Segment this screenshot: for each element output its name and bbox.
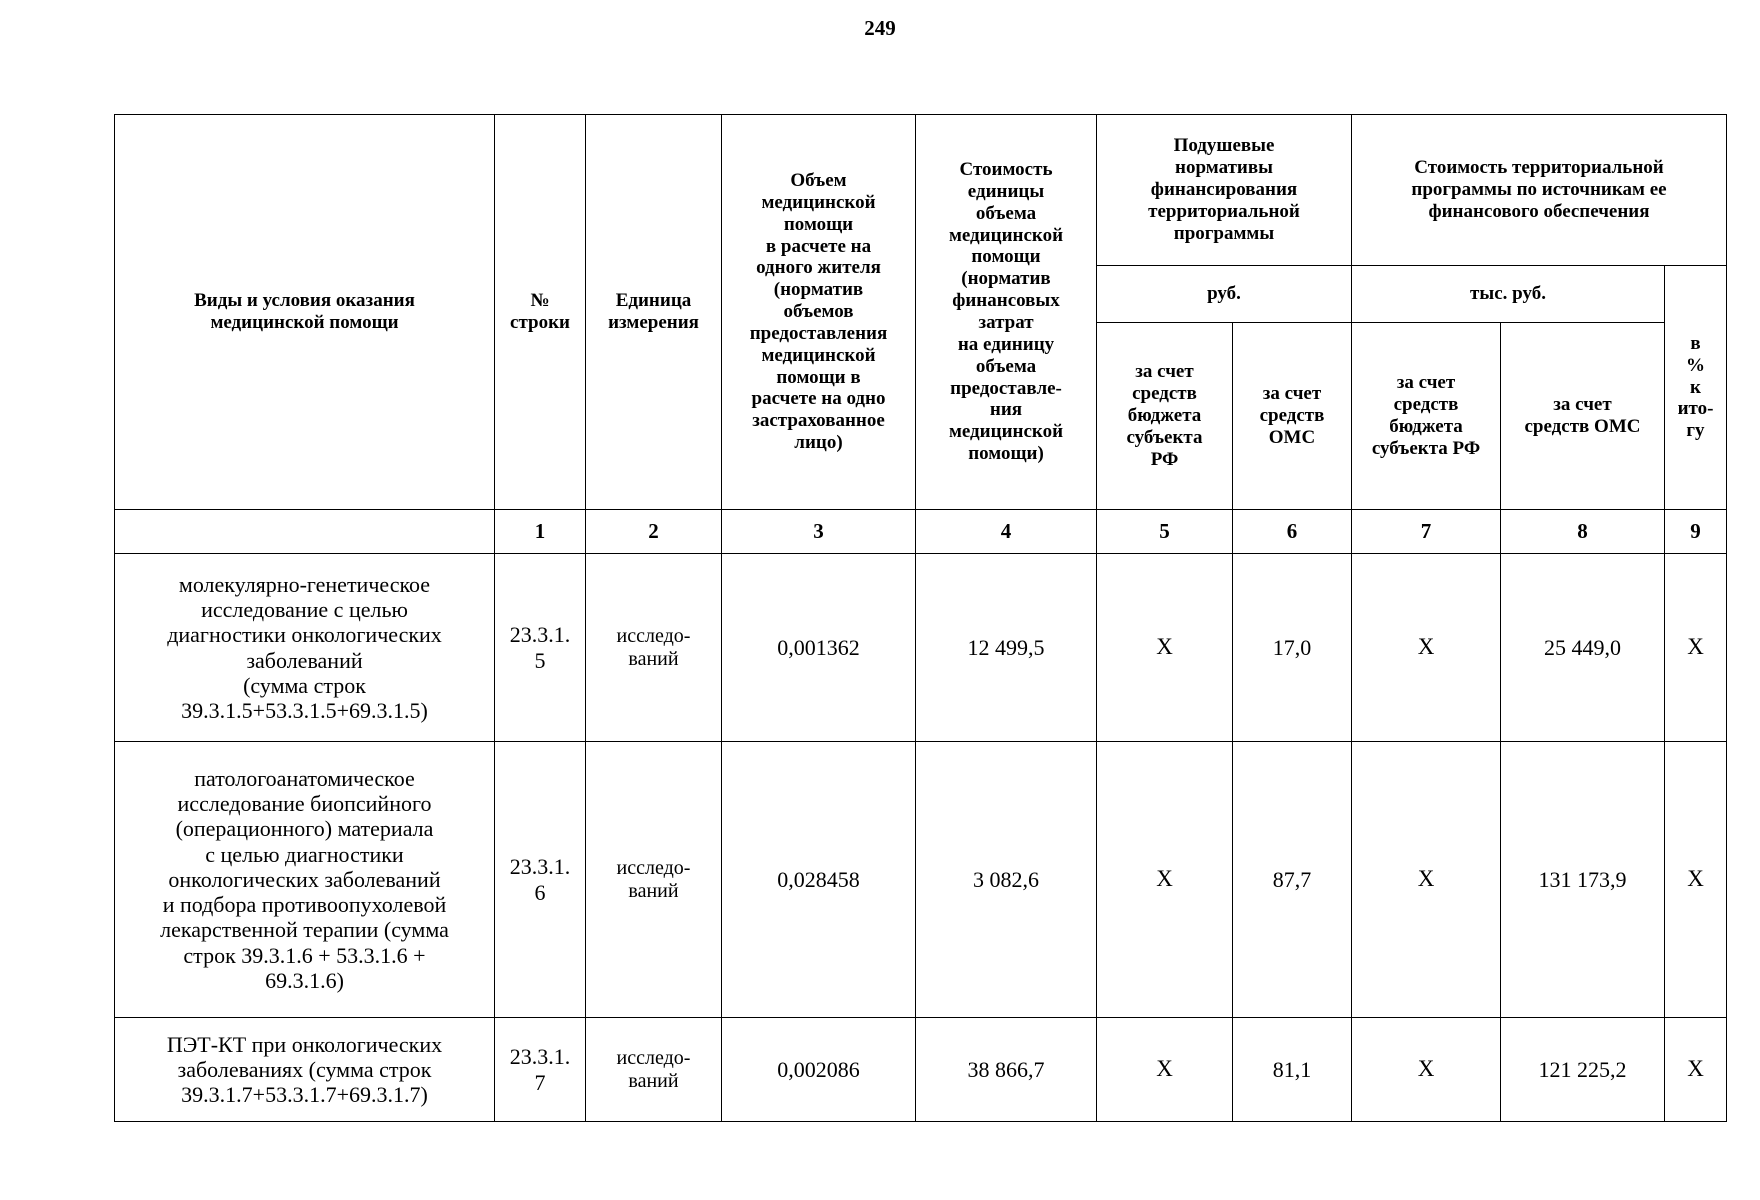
column-number: 1 (495, 510, 586, 554)
row-per-capita-budget: Х (1097, 1018, 1233, 1122)
header-per-capita: Подушевые нормативы финансирования территориальной программы (1097, 115, 1352, 266)
header-cost-oms: за счет средств ОМС (1501, 323, 1665, 510)
row-per-capita-oms: 81,1 (1233, 1018, 1352, 1122)
row-volume: 0,001362 (722, 554, 916, 742)
header-per-capita-oms: за счет средств ОМС (1233, 323, 1352, 510)
row-cost-unit: 12 499,5 (916, 554, 1097, 742)
column-number: 8 (1501, 510, 1665, 554)
row-cost-oms: 121 225,2 (1501, 1018, 1665, 1122)
table-row (115, 554, 1727, 742)
medical-care-cost-table (114, 114, 1727, 1122)
row-volume: 0,002086 (722, 1018, 916, 1122)
column-number: 3 (722, 510, 916, 554)
header-cost-budget: за счет средств бюджета субъекта РФ (1352, 323, 1501, 510)
column-numbers-row (115, 510, 1727, 554)
column-number (115, 510, 495, 554)
row-cost-oms: 25 449,0 (1501, 554, 1665, 742)
column-number: 4 (916, 510, 1097, 554)
row-percent: Х (1665, 1018, 1727, 1122)
row-number: 23.3.1. 6 (495, 742, 586, 1018)
header-thous-rub: тыс. руб. (1352, 266, 1665, 323)
row-description: патологоанатомическое исследование биопсийного (операционного) материала с целью диагностики онкологических заболеваний и подбора противоопухолевой лекарственной терапии (сумма строк 39.3.1.6 + 53.3.1.6 + 69.3.1.6) (115, 742, 495, 1018)
row-cost-budget: Х (1352, 742, 1501, 1018)
header-per-capita-budget: за счет средств бюджета субъекта РФ (1097, 323, 1233, 510)
table-row (115, 742, 1727, 1018)
row-cost-budget: Х (1352, 554, 1501, 742)
column-number: 2 (586, 510, 722, 554)
row-cost-budget: Х (1352, 1018, 1501, 1122)
row-cost-unit: 38 866,7 (916, 1018, 1097, 1122)
row-number: 23.3.1. 7 (495, 1018, 586, 1122)
row-percent: Х (1665, 554, 1727, 742)
column-number: 5 (1097, 510, 1233, 554)
row-unit: исследо- ваний (586, 1018, 722, 1122)
row-volume: 0,028458 (722, 742, 916, 1018)
header-percent: в % к ито- гу (1665, 266, 1727, 510)
row-per-capita-budget: Х (1097, 554, 1233, 742)
column-number: 6 (1233, 510, 1352, 554)
row-percent: Х (1665, 742, 1727, 1018)
header-rub: руб. (1097, 266, 1352, 323)
header-type: Виды и условия оказания медицинской помощи (115, 115, 495, 510)
row-cost-unit: 3 082,6 (916, 742, 1097, 1018)
header-row-no: № строки (495, 115, 586, 510)
row-description: ПЭТ-КТ при онкологических заболеваниях (сумма строк 39.3.1.7+53.3.1.7+69.3.1.7) (115, 1018, 495, 1122)
row-per-capita-budget: Х (1097, 742, 1233, 1018)
header-cost-unit: Стоимость единицы объема медицинской помощи (норматив финансовых затрат на единицу объема предоставле- ния медицинской помощи) (916, 115, 1097, 510)
row-unit: исследо- ваний (586, 742, 722, 1018)
row-per-capita-oms: 17,0 (1233, 554, 1352, 742)
column-number: 9 (1665, 510, 1727, 554)
row-unit: исследо- ваний (586, 554, 722, 742)
page-number: 249 (864, 16, 896, 40)
row-cost-oms: 131 173,9 (1501, 742, 1665, 1018)
row-number: 23.3.1. 5 (495, 554, 586, 742)
row-description: молекулярно-генетическое исследование с целью диагностики онкологических заболеваний (сумма строк 39.3.1.5+53.3.1.5+69.3.1.5) (115, 554, 495, 742)
header-unit: Единица измерения (586, 115, 722, 510)
header-program-cost: Стоимость территориальной программы по источникам ее финансового обеспечения (1352, 115, 1727, 266)
table-row (115, 1018, 1727, 1122)
column-number: 7 (1352, 510, 1501, 554)
header-volume: Объем медицинской помощи в расчете на одного жителя (норматив объемов предоставления медицинской помощи в расчете на одно застрахованное лицо) (722, 115, 916, 510)
row-per-capita-oms: 87,7 (1233, 742, 1352, 1018)
